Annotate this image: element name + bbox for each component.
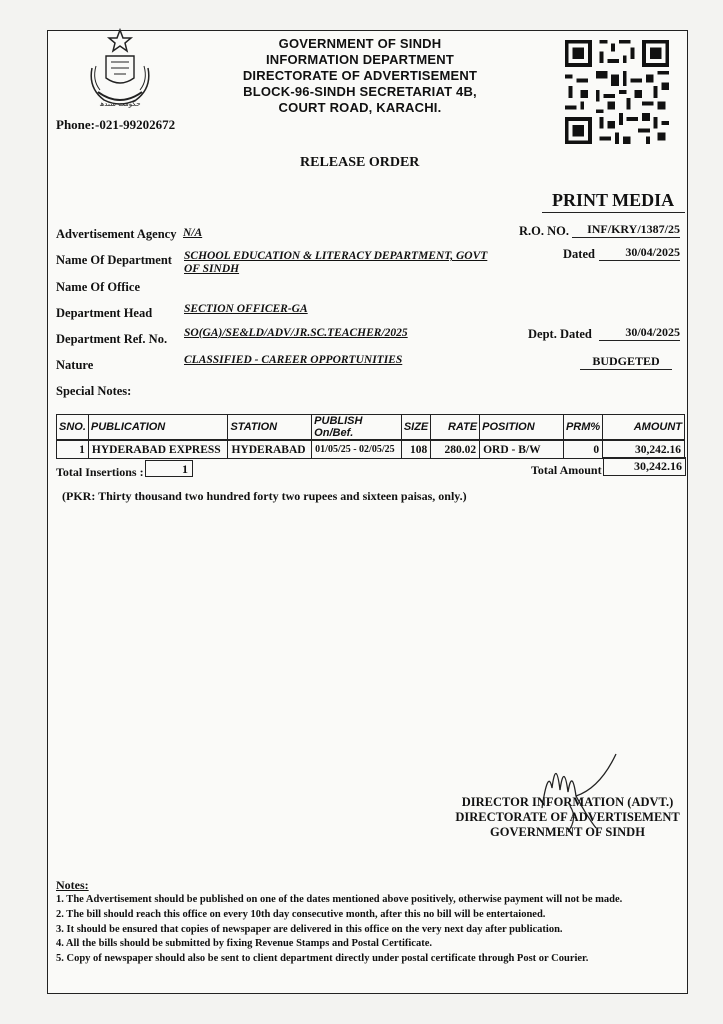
- department-ref-value: SO(GA)/SE&LD/ADV/JR.SC.TEACHER/2025: [184, 327, 408, 339]
- agency-value: N/A: [183, 227, 203, 239]
- print-media-underline: [542, 212, 685, 213]
- document-frame: [47, 30, 688, 994]
- column-header: RATE: [431, 415, 480, 441]
- qr-code-icon: [561, 36, 673, 148]
- table-cell: HYDERABAD: [228, 440, 312, 459]
- notes-list: [56, 893, 622, 967]
- publication-table: [56, 414, 685, 459]
- column-header: STATION: [228, 415, 312, 441]
- ro-number-value: INF/KRY/1387/25: [572, 222, 680, 238]
- total-insertions-value: 1: [145, 460, 193, 477]
- table-cell: 280.02: [431, 440, 480, 459]
- total-insertions-label: Total Insertions :: [56, 465, 144, 479]
- total-amount-value: 30,242.16: [603, 457, 686, 476]
- dated-value: 30/04/2025: [599, 245, 680, 261]
- svg-text:حکومت سندھ: حکومت سندھ: [99, 100, 141, 108]
- table-cell: 01/05/25 - 02/05/25: [312, 440, 402, 459]
- table-cell: 30,242.16: [603, 440, 685, 459]
- special-notes-label: Special Notes:: [56, 384, 132, 398]
- header-line: INFORMATION DEPARTMENT: [265, 52, 455, 67]
- column-header: PUBLISH On/Bef.: [312, 415, 402, 441]
- column-header: PRM%: [563, 415, 602, 441]
- note-item: 3. It should be ensured that copies of newspaper are delivered in this office on the very next day after publication.: [56, 923, 563, 935]
- table-cell: 108: [401, 440, 430, 459]
- note-item: 4. All the bills should be submitted by fixing Revenue Stamps and Postal Certificate.: [56, 938, 432, 950]
- notes-title: Notes:: [56, 878, 89, 892]
- department-value-line2: OF SINDH: [184, 263, 240, 275]
- note-item: 2. The bill should reach this office on every 10th day consecutive month, after this no bill will be entertaioned.: [56, 908, 546, 920]
- column-header: AMOUNT: [603, 415, 685, 441]
- phone-number: Phone:-021-99202672: [56, 117, 176, 132]
- dept-dated-value: 30/04/2025: [599, 325, 680, 341]
- signatory-directorate: DIRECTORATE OF ADVERTISEMENT: [455, 810, 680, 824]
- table-cell: ORD - B/W: [480, 440, 564, 459]
- agency-label: Advertisement Agency: [56, 227, 177, 241]
- note-item: 1. The Advertisement should be published on one of the dates mentioned above positively, otherwise payment will not be made.: [56, 894, 623, 905]
- department-head-value: SECTION OFFICER-GA: [184, 303, 308, 315]
- note-item: 5. Copy of newspaper should also be sent to client department directly under postal certificate through Post or Courier.: [56, 953, 589, 965]
- budget-status: BUDGETED: [580, 354, 672, 370]
- department-label: Name Of Department: [56, 253, 172, 267]
- release-order-title: RELEASE ORDER: [300, 155, 420, 170]
- header-line: BLOCK-96-SINDH SECRETARIAT 4B,: [243, 84, 477, 99]
- signatory-government: GOVERNMENT OF SINDH: [490, 825, 645, 839]
- table-cell: 0: [563, 440, 602, 459]
- header-line: COURT ROAD, KARACHI.: [278, 100, 442, 115]
- nature-value: CLASSIFIED - CAREER OPPORTUNITIES: [184, 354, 403, 366]
- sindh-government-emblem-icon: [78, 28, 162, 112]
- column-header: PUBLICATION: [88, 415, 228, 441]
- amount-in-words: (PKR: Thirty thousand two hundred forty two rupees and sixteen paisas, only.): [62, 489, 467, 503]
- table-row: [57, 440, 685, 459]
- signatory-title: DIRECTOR INFORMATION (ADVT.): [461, 795, 674, 809]
- print-media-label: PRINT MEDIA: [552, 190, 675, 210]
- table-header-row: [57, 415, 685, 441]
- department-value-line1: SCHOOL EDUCATION & LITERACY DEPARTMENT, GOVT: [184, 250, 488, 262]
- header-line: DIRECTORATE OF ADVERTISEMENT: [242, 68, 478, 83]
- dept-dated-label: Dept. Dated: [528, 327, 592, 341]
- signatory-block: [440, 795, 695, 840]
- column-header: SIZE: [401, 415, 430, 441]
- header-line: GOVERNMENT OF SINDH: [278, 36, 442, 51]
- dated-label: Dated: [563, 247, 595, 261]
- department-head-label: Department Head: [56, 306, 153, 320]
- department-header: [210, 36, 510, 116]
- column-header: SNO.: [57, 415, 89, 441]
- table-cell: HYDERABAD EXPRESS: [88, 440, 228, 459]
- column-header: POSITION: [480, 415, 564, 441]
- office-label: Name Of Office: [56, 280, 140, 294]
- ro-number-label: R.O. NO.: [519, 224, 569, 238]
- table-cell: 1: [57, 440, 89, 459]
- total-amount-label: Total Amount: [531, 463, 602, 477]
- department-ref-label: Department Ref. No.: [56, 332, 168, 346]
- nature-label: Nature: [56, 358, 94, 372]
